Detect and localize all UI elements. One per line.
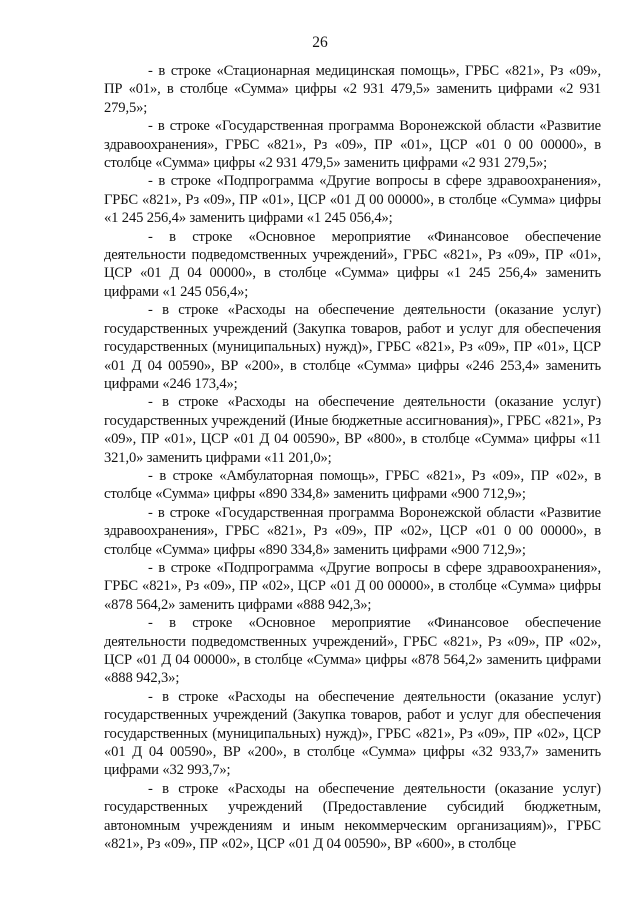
- paragraph-5: - в строке «Расходы на обеспечение деятельности (оказание услуг) государственных учреждений (Закупка товаров, работ и услуг для обеспечения государственных (муниципальных) нужд)», ГРБС «821», Рз «09», ПР «01», ЦСР «01 Д 04 00590», ВР «200», в столбце «Сумма» цифры «246 253,4» заменить цифрами «246 173,4»;: [104, 302, 601, 392]
- paragraph-3: - в строке «Подпрограмма «Другие вопросы в сфере здравоохранения», ГРБС «821», Рз «09», ПР «01», ЦСР «01 Д 00 00000», в столбце «Сумма» цифры «1 245 256,4» заменить цифрами «1 245 056,4»;: [104, 173, 601, 227]
- paragraph-4: - в строке «Основное мероприятие «Финансовое обеспечение деятельности подведомственных учреждений», ГРБС «821», Рз «09», ПР «01», ЦСР «01 Д 04 00000», в столбце «Сумма» цифры «1 245 256,4» заменить цифрами «1 245 056,4»;: [104, 228, 601, 300]
- paragraph-9: - в строке «Подпрограмма «Другие вопросы в сфере здравоохранения», ГРБС «821», Рз «09», ПР «02», ЦСР «01 Д 00 00000», в столбце «Сумма» цифры «878 564,2» заменить цифрами «888 942,3»;: [104, 559, 601, 613]
- paragraph-8: - в строке «Государственная программа Воронежской области «Развитие здравоохранения», ГРБС «821», Рз «09», ПР «02», ЦСР «01 0 00 00000», в столбце «Сумма» цифры «890 334,8» заменить цифрами «900 712,9»;: [104, 504, 601, 558]
- paragraph-11: - в строке «Расходы на обеспечение деятельности (оказание услуг) государственных учреждений (Закупка товаров, работ и услуг для обеспечения государственных (муниципальных) нужд)», ГРБС «821», Рз «09», ПР «02», ЦСР «01 Д 04 00590», ВР «200», в столбце «Сумма» цифры «32 933,7» заменить цифрами «32 993,7»;: [104, 688, 601, 779]
- paragraph-7: - в строке «Амбулаторная помощь», ГРБС «821», Рз «09», ПР «02», в столбце «Сумма» цифры «890 334,8» заменить цифрами «900 712,9»;: [104, 467, 601, 503]
- paragraph-12: - в строке «Расходы на обеспечение деятельности (оказание услуг) государственных учреждений (Предоставление субсидий бюджетным, автономным учреждениям и иным некоммерческим организациям)», ГРБС «821», Рз «09», ПР «02», ЦСР «01 Д 04 00590», ВР «600», в столбце: [104, 780, 601, 853]
- paragraph-1: - в строке «Стационарная медицинская помощь», ГРБС «821», Рз «09», ПР «01», в столбце «Сумма» цифры «2 931 479,5» заменить цифрами «2 931 279,5»;: [104, 63, 601, 116]
- paragraph-10: - в строке «Основное мероприятие «Финансовое обеспечение деятельности подведомственных учреждений», ГРБС «821», Рз «09», ПР «02», ЦСР «01 Д 04 00000», в столбце «Сумма» цифры «878 564,2» заменить цифрами «888 942,3»;: [104, 615, 601, 687]
- page-number: 26: [312, 34, 328, 51]
- body-text: [104, 62, 601, 853]
- paragraph-2: - в строке «Государственная программа Воронежской области «Развитие здравоохранения», ГРБС «821», Рз «09», ПР «01», ЦСР «01 0 00 00000», в столбце «Сумма» цифры «2 931 479,5» заменить цифрами «2 931 279,5»;: [104, 118, 601, 172]
- paragraph-6: - в строке «Расходы на обеспечение деятельности (оказание услуг) государственных учреждений (Иные бюджетные ассигнования)», ГРБС «821», Рз «09», ПР «01», ЦСР «01 Д 04 00590», ВР «800», в столбце «Сумма» цифры «11 321,0» заменить цифрами «11 201,0»;: [104, 394, 601, 466]
